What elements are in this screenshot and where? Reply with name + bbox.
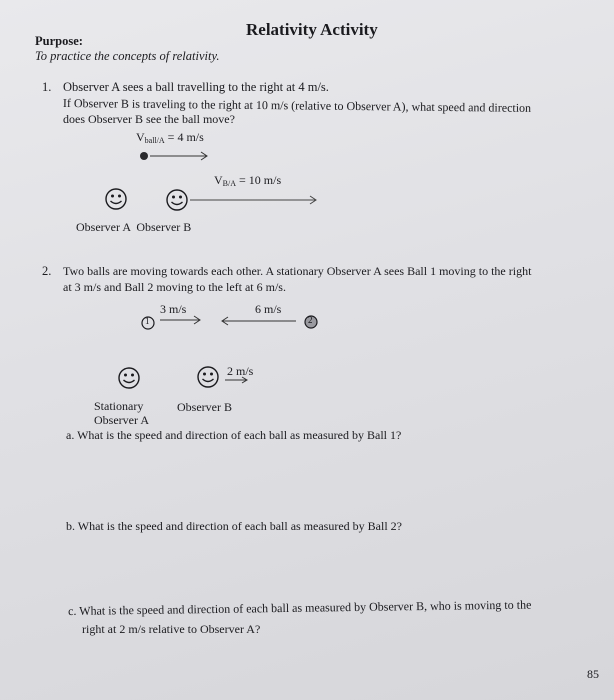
q2-part-b: b. What is the speed and direction of each ball as measured by Ball 2? (66, 519, 402, 533)
v-ball-subscript: ball/A (144, 136, 165, 145)
q1-ball (140, 152, 148, 160)
ball-1-speed: 3 m/s (160, 302, 187, 316)
page-title: Relativity Activity (246, 20, 378, 39)
stationary-observer-a-smiley-icon (119, 368, 139, 388)
q2-part-a: a. What is the speed and direction of each ball as measured by Ball 1? (66, 428, 402, 442)
q2-observer-a-label: Observer A (94, 413, 149, 427)
purpose-label: Purpose: (35, 34, 83, 48)
q2-observer-b-label: Observer B (177, 400, 232, 414)
q2-part-c-line1: c. What is the speed and direction of each ball as measured by Observer B, who is moving to the (68, 597, 532, 618)
q1-line3: does Observer B see the ball move? (63, 112, 235, 126)
q2-line1: Two balls are moving towards each other. A stationary Observer A sees Ball 1 moving to the right (63, 264, 532, 278)
observer-a-smiley-icon (106, 189, 126, 209)
moving-observer-b-smiley-icon (198, 367, 218, 387)
q1-line2: If Observer B is traveling to the right at 10 m/s (relative to Observer A), what speed and direction (62, 96, 532, 115)
q2-line2: at 3 m/s and Ball 2 moving to the left at 6 m/s. (63, 280, 286, 294)
ball-2-label: 2 (308, 315, 313, 325)
stationary-label: Stationary (94, 399, 144, 413)
v-ba-subscript: B/A (222, 179, 237, 188)
observer-b-smiley-icon (167, 190, 187, 210)
q2-part-c-line2: right at 2 m/s relative to Observer A? (82, 622, 261, 636)
ball-1-label: 1 (145, 316, 150, 326)
ball-2-speed: 6 m/s (255, 302, 282, 316)
observer-b-speed: 2 m/s (227, 364, 254, 378)
q2-number: 2. (42, 264, 52, 278)
purpose-text: To practice the concepts of relativity. (35, 49, 220, 63)
page-number: 85 (587, 667, 599, 681)
v-ball-value: = 4 m/s (167, 130, 204, 144)
q1-line1: Observer A sees a ball travelling to the right at 4 m/s. (63, 80, 329, 94)
q1-number: 1. (42, 80, 52, 94)
v-ba-symbol: V (214, 173, 223, 187)
v-ball-symbol: V (136, 130, 145, 144)
q1-observer-labels: Observer A Observer B (76, 220, 192, 234)
v-ba-value: = 10 m/s (239, 173, 282, 187)
v-ba-label (214, 173, 281, 188)
